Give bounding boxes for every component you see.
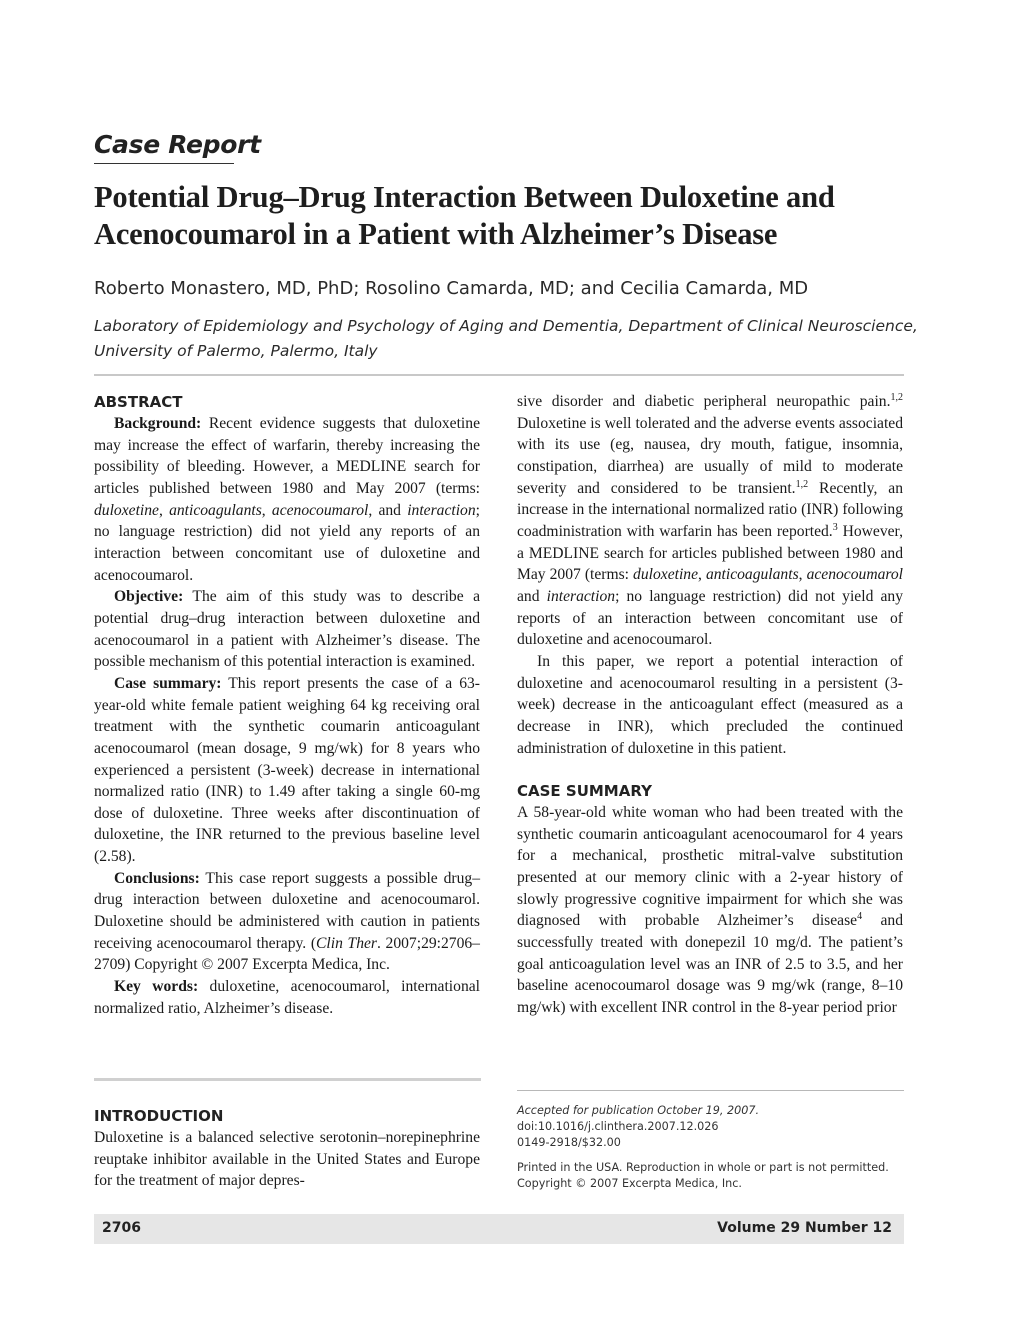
accepted-date: Accepted for publication October 19, 2007. bbox=[517, 1104, 760, 1117]
keywords-label: Key words: bbox=[114, 978, 199, 996]
abstract-heading: ABSTRACT bbox=[94, 393, 183, 411]
issn: 0149-2918/$32.00 bbox=[517, 1136, 621, 1149]
abstract-objective: Objective: The aim of this study was to describe a potential drug–drug interaction between duloxetine and acenocoumarol in a patient with Alzheimer’s disease. The possible mechanism of this potential interaction is examined. bbox=[94, 588, 480, 671]
conclusions-label: Conclusions: bbox=[114, 869, 200, 887]
citation: 3 bbox=[832, 521, 838, 533]
abstract-divider bbox=[94, 1078, 481, 1081]
doi: doi:10.1016/j.clinthera.2007.12.026 bbox=[517, 1120, 719, 1133]
abstract-column bbox=[94, 391, 480, 1019]
case-summary-label: Case summary: bbox=[114, 674, 222, 692]
article-title: Potential Drug–Drug Interaction Between Duloxetine and Acenocoumarol in a Patient with Alzheimer’s Disease bbox=[94, 180, 835, 251]
abstract-case-summary: Case summary: This report presents the case of a 63-year-old white female patient weighing 64 kg receiving oral treatment with the synthetic coumarin anticoagulant acenocoumarol (mean dosage, 9 mg/wk) for 8 years who experienced a persistent (3-week) decrease in international normalized ratio (INR) to 1.49 after taking a single 60-mg dose of duloxetine. Three weeks after discontinuation of duloxetine, the INR returned to the previous baseline level (2.58). bbox=[94, 674, 480, 866]
page-footer bbox=[94, 1214, 904, 1244]
introduction-heading: INTRODUCTION bbox=[94, 1107, 224, 1125]
case-summary-heading: CASE SUMMARY bbox=[517, 782, 652, 801]
page-number: 2706 bbox=[102, 1220, 141, 1236]
case-summary-paragraph: A 58-year-old white woman who had been treated with the synthetic coumarin anticoagulant acenocoumarol for 4 years for a mechanical, prosthetic mitral-valve substitution presented at our memory clinic with a 2-year history of slowly progressive cognitive impairment for which she was diagnosed with probable Alzheimer’s disease$^4$ and successfully treated with donepezil 10 mg/d. The patient’s goal anticoagulation level was an INR of 2.5 to 3.5, and her baseline acenocoumarol dosage was 9 mg/wk (range, 8–10 mg/wk) with excellent INR control in the 8-year period prior bbox=[517, 804, 903, 1017]
header-divider bbox=[94, 374, 904, 376]
author-list: Roberto Monastero, MD, PhD; Rosolino Camarda, MD; and Cecilia Camarda, MD bbox=[94, 278, 809, 299]
introduction-paragraph: Duloxetine is a balanced selective serotonin–norepinephrine reuptake inhibitor available in the United States and Europe for the treatment of major depres- bbox=[94, 1129, 480, 1190]
introduction-section bbox=[94, 1105, 480, 1192]
section-label-underline bbox=[94, 163, 234, 164]
section-label: Case Report bbox=[94, 130, 261, 159]
author-affiliation: Laboratory of Epidemiology and Psychology of Aging and Dementia, Department of Clinical Neuroscience, University of Palermo, Palermo, Italy bbox=[94, 317, 918, 360]
background-label: Background: bbox=[114, 415, 202, 432]
footnote-divider bbox=[517, 1090, 904, 1091]
introduction-paragraph-2: In this paper, we report a potential interaction of duloxetine and acenocoumarol resulting in a persistent (3-week) decrease in the anticoagulant effect (measured as a decrease in INR), which precluded the continued administration of duloxetine in this patient. bbox=[517, 652, 903, 757]
volume-info: Volume 29 Number 12 bbox=[717, 1220, 892, 1236]
objective-label: Objective: bbox=[114, 588, 184, 606]
copyright-notice: Copyright © 2007 Excerpta Medica, Inc. bbox=[517, 1177, 742, 1190]
introduction-paragraph-continued: sive disorder and diabetic peripheral neuropathic pain.$^{1,2}$ Duloxetine is well tolerated and the adverse events associated with its use (eg, nausea, dry mouth, fatigue, insomnia, constipation, diarrhea) are usually of mild to moderate severity and considered to be transient.$^{1,2}$ Recently, an increase in the international normalized ratio (INR) following coadministration with warfarin has been reported.$^3$ However, a MEDLINE search for articles published between 1980 and May 2007 (terms: duloxetine, anticoagulants, acenocoumarol and interaction; no language restriction) did not yield any reports of an interaction between concomitant use of duloxetine and acenocoumarol. bbox=[517, 392, 904, 649]
abstract-conclusions: Conclusions: This case report suggests a possible drug–drug interaction between duloxetine and acenocoumarol. Duloxetine should be administered with caution in patients receiving acenocoumarol therapy. (Clin Ther. 2007;29:2706–2709) Copyright © 2007 Excerpta Medica, Inc. bbox=[94, 869, 480, 974]
citation: 1,2 bbox=[890, 392, 903, 403]
body-column-right bbox=[517, 391, 903, 1019]
printed-notice: Printed in the USA. Reproduction in whole or part is not permitted. bbox=[517, 1161, 889, 1174]
abstract-keywords: Key words: duloxetine, acenocoumarol, international normalized ratio, Alzheimer’s disease. bbox=[94, 978, 480, 1017]
abstract-background: Background: Recent evidence suggests that duloxetine may increase the effect of warfarin, thereby increasing the possibility of bleeding. However, a MEDLINE search for articles published between 1980 and May 2007 (terms: duloxetine, anticoagulants, acenocoumarol, and interaction; no language restriction) did not yield any reports of an interaction between concomitant use of duloxetine and acenocoumarol. bbox=[94, 415, 480, 584]
publication-notes bbox=[517, 1103, 907, 1192]
citation: 4 bbox=[857, 911, 863, 923]
citation: 1,2 bbox=[795, 478, 809, 490]
